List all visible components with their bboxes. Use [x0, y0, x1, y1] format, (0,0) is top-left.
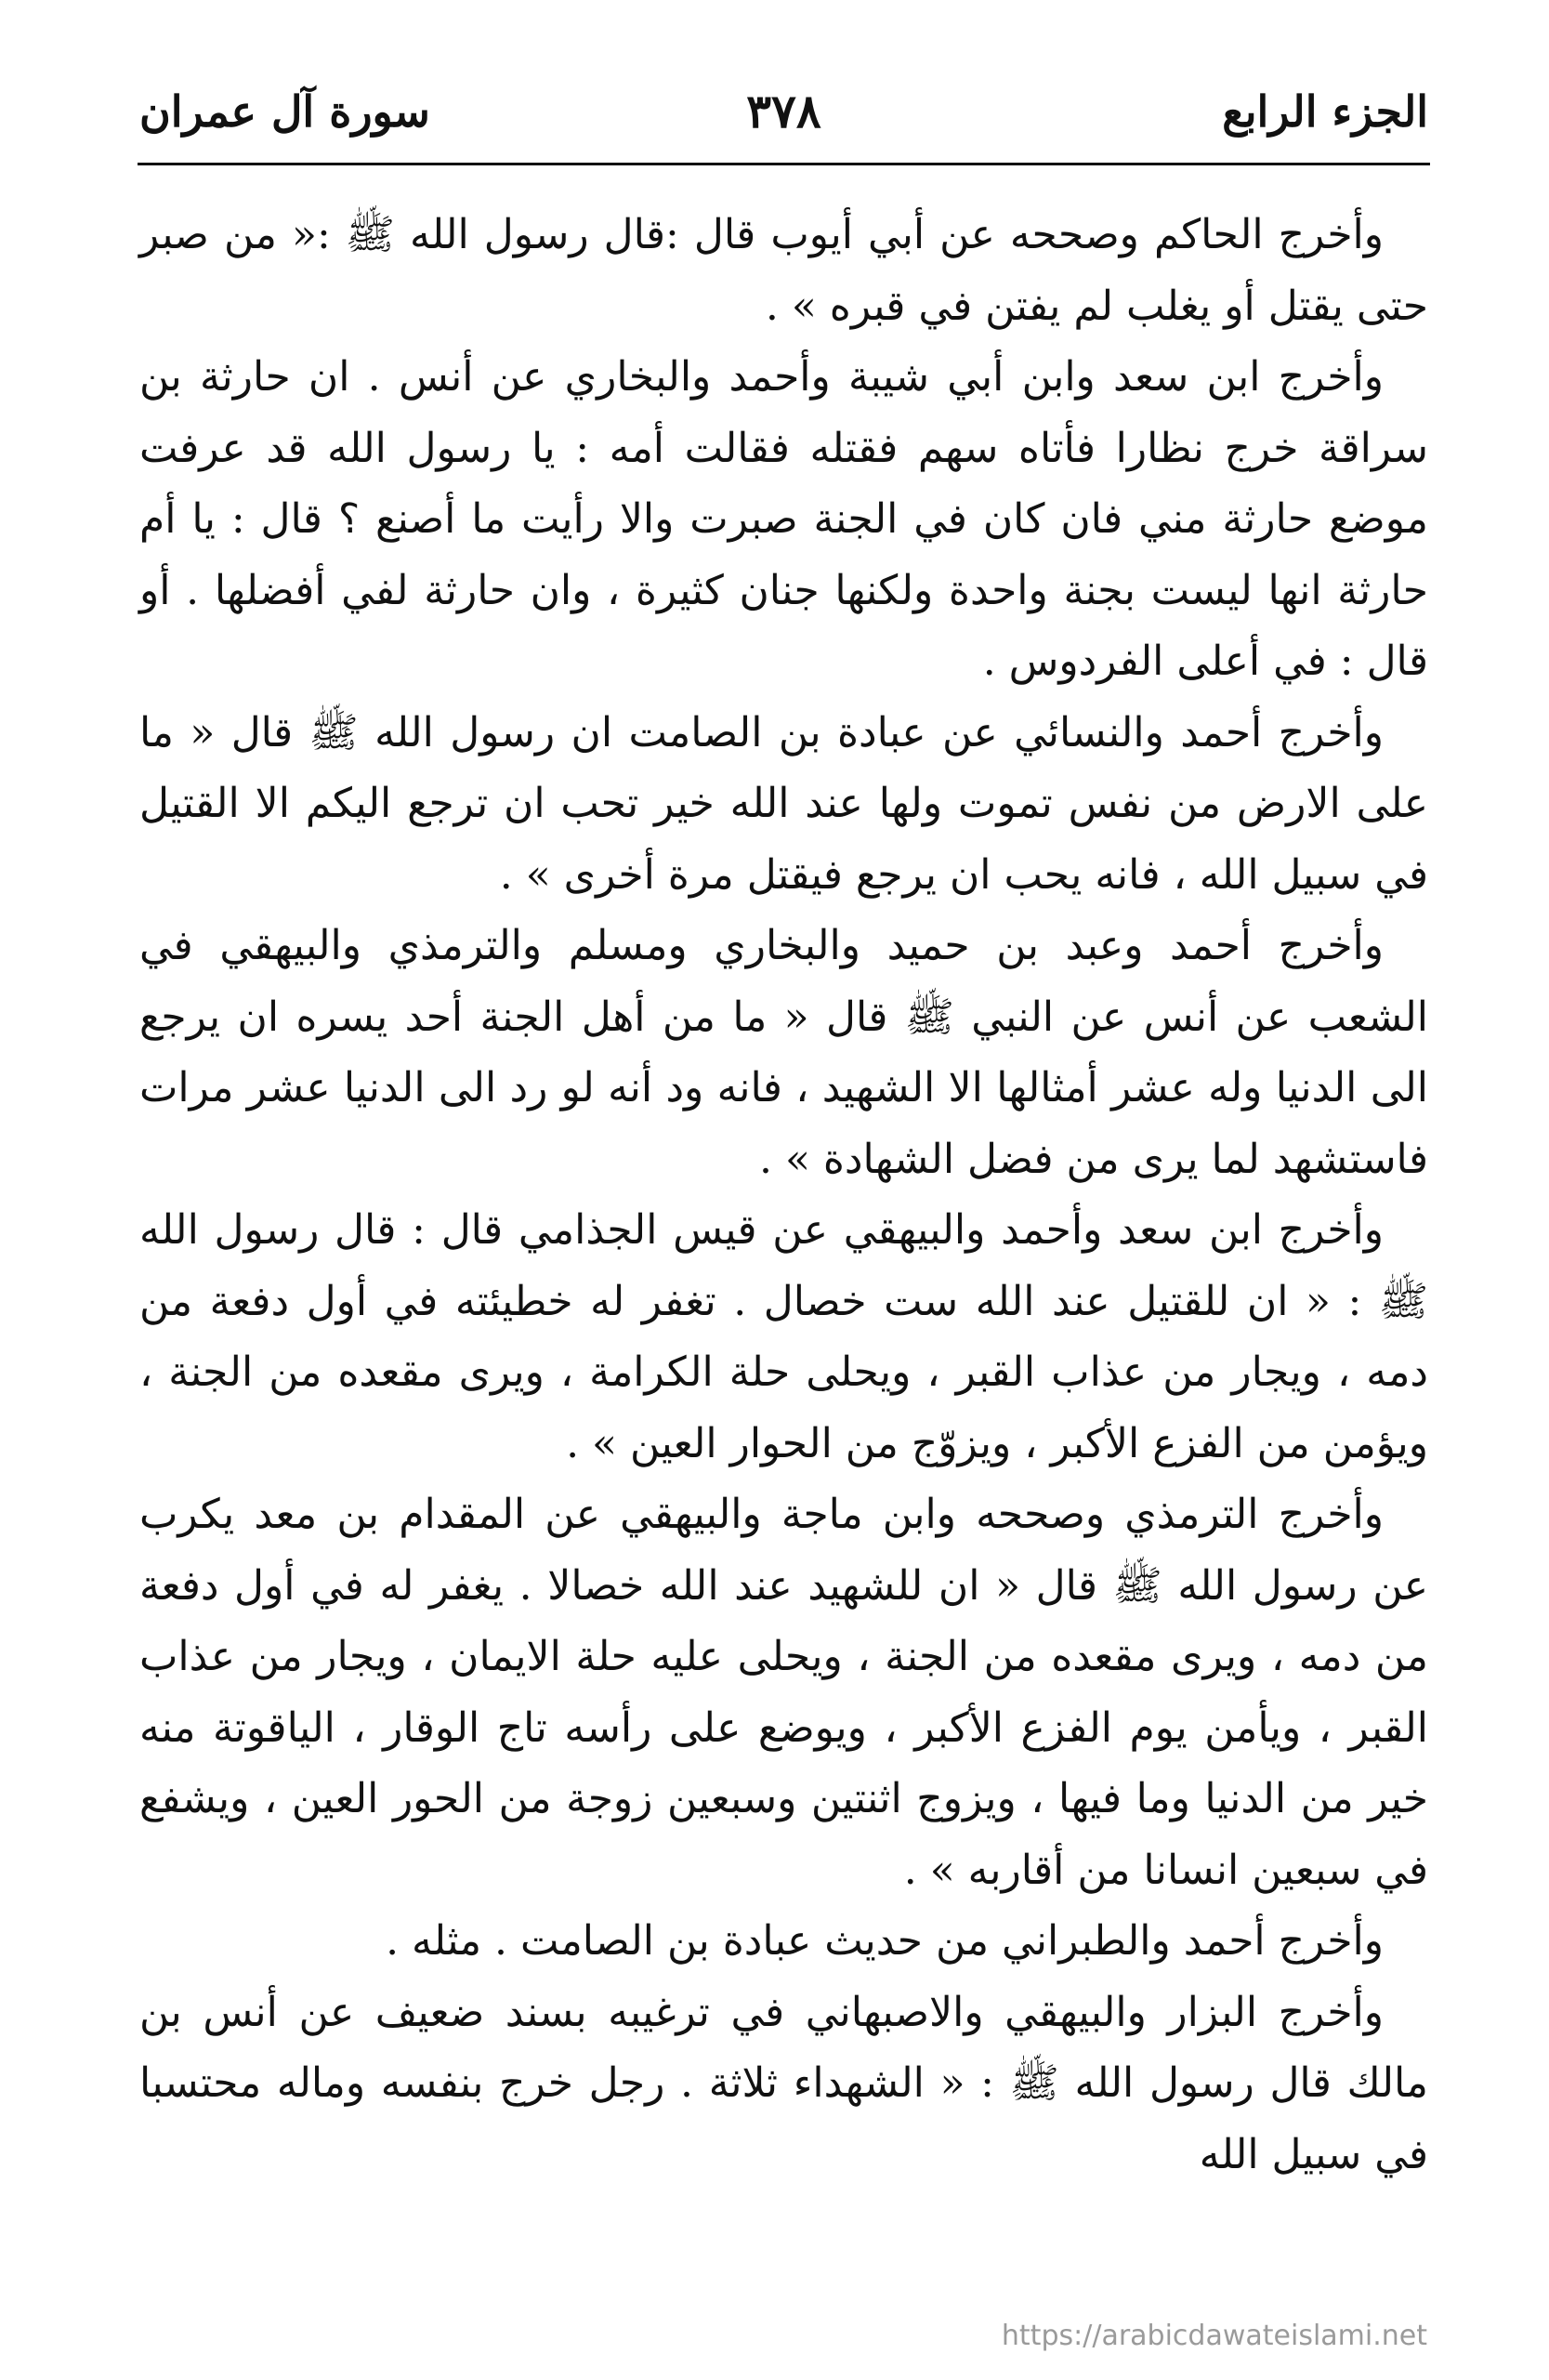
paragraph-4: وأخرج أحمد وعبد بن حميد والبخاري ومسلم والترمذي والبيهقي في الشعب عن أنس عن النبي ﷺ قال « ما من أهل الجنة أحد يسره ان يرجع الى الدنيا وله عشر أمثالها الا الشهيد ، فانه ود أنه لو رد الى الدنيا عشر مرات فاستشهد لما يرى من فضل الشهادة » . — [139, 922, 1428, 1183]
paragraph-6: وأخرج الترمذي وصححه وابن ماجة والبيهقي عن المقدام بن معد يكرب عن رسول الله ﷺ قال « ان للشهيد عند الله خصالا . يغفر له في أول دفعة من دمه ، ويرى مقعده من الجنة ، ويحلى عليه حلة الايمان ، ويجار من عذاب القبر ، ويأمن يوم الفزع الأكبر ، ويوضع على رأسه تاج الوقار ، الياقوتة منه خير من الدنيا وما فيها ، ويزوج اثنتين وسبعين زوجة من الحور العين ، ويشفع في سبعين انسانا من أقاربه » . — [139, 1491, 1428, 1894]
page-header — [139, 74, 1428, 149]
page-number: ٣٧٨ — [746, 84, 821, 138]
paragraph-1: وأخرج الحاكم وصححه عن أبي أيوب قال :قال رسول الله ﷺ :« من صبر حتى يقتل أو يغلب لم يفتن في قبره » . — [139, 211, 1428, 330]
page-body — [139, 200, 1428, 2190]
paragraph-5: وأخرج ابن سعد وأحمد والبيهقي عن قيس الجذامي قال : قال رسول الله ﷺ : « ان للقتيل عند الله ست خصال . تغفر له خطيئته في أول دفعة من دمه ، ويجار من عذاب القبر ، ويحلى حلة الكرامة ، ويرى مقعده من الجنة ، ويؤمن من الفزع الأكبر ، ويزوّج من الحوار العين » . — [139, 1206, 1428, 1467]
header-rule — [138, 163, 1430, 165]
watermark-url: https://arabicdawateislami.net — [1001, 2320, 1427, 2352]
paragraph-8: وأخرج البزار والبيهقي والاصبهاني في ترغيبه بسند ضعيف عن أنس بن مالك قال رسول الله ﷺ : « الشهداء ثلاثة . رجل خرج بنفسه وماله محتسبا في سبيل الله — [139, 1988, 1428, 2178]
part-label: الجزء الرابع — [1222, 86, 1428, 137]
paragraph-7: وأخرج أحمد والطبراني من حديث عبادة بن الصامت . مثله . — [386, 1917, 1384, 1965]
surah-label: سورة آل عمران — [139, 86, 430, 137]
paragraph-2: وأخرج ابن سعد وابن أبي شيبة وأحمد والبخاري عن أنس . ان حارثة بن سراقة خرج نظارا فأتاه سهم فقتله فقالت أمه : يا رسول الله قد عرفت موضع حارثة مني فان كان في الجنة صبرت والا رأيت ما أصنع ؟ قال : يا أم حارثة انها ليست بجنة واحدة ولكنها جنان كثيرة ، وان حارثة لفي أفضلها . أو قال : في أعلى الفردوس . — [139, 353, 1428, 685]
paragraph-3: وأخرج أحمد والنسائي عن عبادة بن الصامت ان رسول الله ﷺ قال « ما على الارض من نفس تموت ولها عند الله خير تحب ان ترجع اليكم الا القتيل في سبيل الله ، فانه يحب ان يرجع فيقتل مرة أخرى » . — [139, 708, 1428, 899]
